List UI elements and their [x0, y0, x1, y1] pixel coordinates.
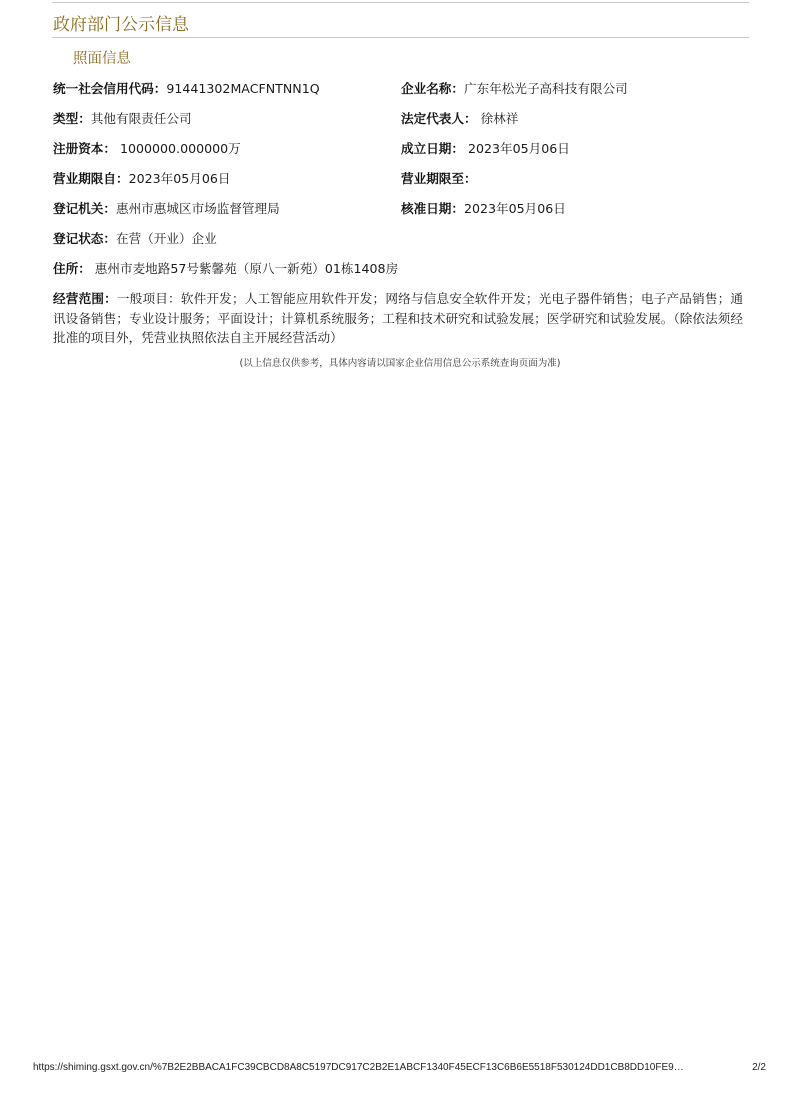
- field-authority: [53, 199, 280, 219]
- field-value: 一般项目：软件开发；人工智能应用软件开发；网络与信息安全软件开发；光电子器件销售；电子产品销售；通讯设备销售；专业设计服务；平面设计；计算机系统服务；工程和技术研究和试验发展；医学研究和试验发展。（除依法须经批准的项目外，凭营业执照依法自主开展经营活动）: [53, 291, 743, 345]
- field-value: 1000000.000000万: [115, 141, 241, 156]
- title-divider: [52, 37, 749, 38]
- field-type: [53, 109, 192, 129]
- field-value: 广东年松光子高科技有限公司: [463, 81, 628, 96]
- field-label: 住所：: [53, 261, 91, 276]
- field-value: 2023年05月06日: [463, 201, 566, 216]
- field-value: 徐林祥: [476, 111, 519, 126]
- field-value: 惠州市麦地路57号紫馨苑（原八一新苑）01栋1408房: [90, 261, 399, 276]
- field-term-from: [53, 169, 230, 189]
- field-value: 惠州市惠城区市场监督管理局: [115, 201, 280, 216]
- field-label: 核准日期：: [401, 201, 464, 216]
- field-reg-capital: [53, 139, 241, 159]
- field-status: [53, 229, 217, 249]
- field-business-scope: [53, 289, 743, 348]
- field-address: [53, 259, 398, 279]
- field-credit-code: [53, 79, 320, 99]
- field-company-name: [401, 79, 628, 99]
- field-term-to: [401, 169, 477, 189]
- field-label: 营业期限至：: [401, 171, 477, 186]
- field-value: 在营（开业）企业: [115, 231, 217, 246]
- footer-url: https://shiming.gsxt.gov.cn/%7B2E2BBACA1FC39CBCD8A8C5197DC917C2B2E1ABCF1340F45ECF13C6B6E5518F530124DD1CB8DD10FE9…: [33, 1062, 684, 1073]
- field-label: 类型：: [53, 111, 91, 126]
- field-label: 成立日期：: [401, 141, 464, 156]
- disclaimer-note: (以上信息仅供参考，具体内容请以国家企业信用信息公示系统查询页面为准): [239, 358, 561, 369]
- section-title: 政府部门公示信息: [53, 15, 189, 35]
- field-approved: [401, 199, 566, 219]
- footer-page-number: 2/2: [752, 1062, 766, 1073]
- field-value: 2023年05月06日: [128, 171, 231, 186]
- sub-title: 照面信息: [73, 51, 131, 67]
- field-value: 91441302MACFNTNN1Q: [166, 81, 320, 96]
- field-label: 法定代表人：: [401, 111, 477, 126]
- field-label: 企业名称：: [401, 81, 464, 96]
- field-label: 登记机关：: [53, 201, 116, 216]
- top-divider: [52, 2, 749, 3]
- field-label: 登记状态：: [53, 231, 116, 246]
- field-label: 经营范围：: [53, 291, 117, 306]
- field-value: 2023年05月06日: [463, 141, 570, 156]
- field-established: [401, 139, 570, 159]
- field-label: 营业期限自：: [53, 171, 129, 186]
- field-legal-rep: [401, 109, 518, 129]
- field-label: 注册资本：: [53, 141, 116, 156]
- field-value: 其他有限责任公司: [90, 111, 192, 126]
- field-label: 统一社会信用代码：: [53, 81, 167, 96]
